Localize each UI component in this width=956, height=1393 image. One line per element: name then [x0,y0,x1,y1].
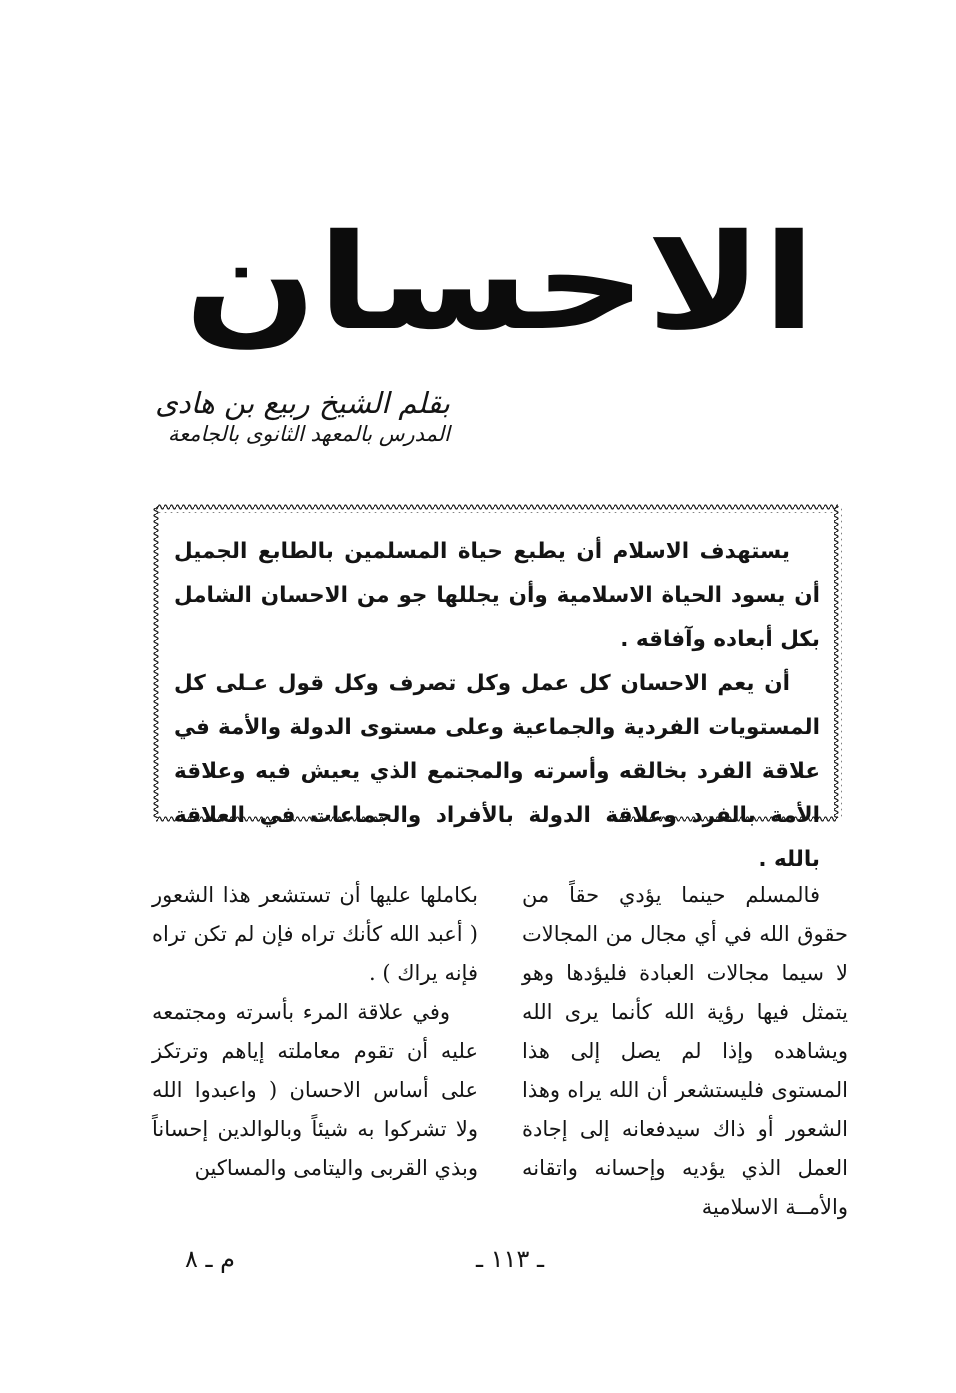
body-paragraph: فالمسلم حينما يؤدي حقاً من حقوق الله في أي مجال من المجالات لا سيما مجالات العبادة فليؤدها وهو يتمثل فيها رؤية الله كأنما يرى الله ويشاهده وإذا لم يصل إلى هذا المستوى فليستشعر أن الله يراه وهذا الشعور أو ذاك سيدفعانه إلى إجادة العمل الذي يؤديه وإحسانه واتقانه والأمــة الاسلامية [522,883,848,1219]
author-name: بقلم الشيخ ربيع بن هادى [155,386,450,420]
author-byline [150,385,450,447]
intro-paragraph: يستهدف الاسلام أن يطبع حياة المسلمين بالطابع الجميل أن يسود الحياة الاسلامية وأن يجللها جو من الاحسان الشامل بكل أبعاده وآفاقه . [174,539,820,652]
intro-box [152,502,842,872]
author-role: المدرس بالمعهد الثانوى بالجامعة [167,422,450,446]
column-left [152,876,478,1188]
intro-text [174,530,820,872]
body-paragraph: وفي علاقة المرء بأسرته ومجتمعه عليه أن تقوم معاملته إياهم وترتكز على أساس الاحسان ( واعبدوا الله ولا تشركوا به شيئاً وبالوالدين إحساناً وبذي القربى واليتامى والمساكين [152,1000,478,1180]
article-title: الاحسان [184,205,816,360]
column-right [522,876,848,1227]
intro-paragraph: أن يعم الاحسان كل عمل وكل تصرف وكل قول عـلى كل المستويات الفردية والجماعية وعلى مستوى الدولة والأمة في علاقة الفرد بخالقه وأسرته والمجتمع الذي يعيش فيه وعلاقة الأمة بالفرد وعلاقة الدولة بالأفراد والجماعات في العلاقة بالله . [174,671,820,872]
page-number: ـ ١١٣ ـ [475,1245,544,1273]
printer-signature: م ـ ٨ [184,1245,236,1273]
body-paragraph: بكاملها عليها أن تستشعر هذا الشعور ( أعبد الله كأنك تراه فإن لم تكن تراه فإنه يراك ) . [152,883,478,985]
